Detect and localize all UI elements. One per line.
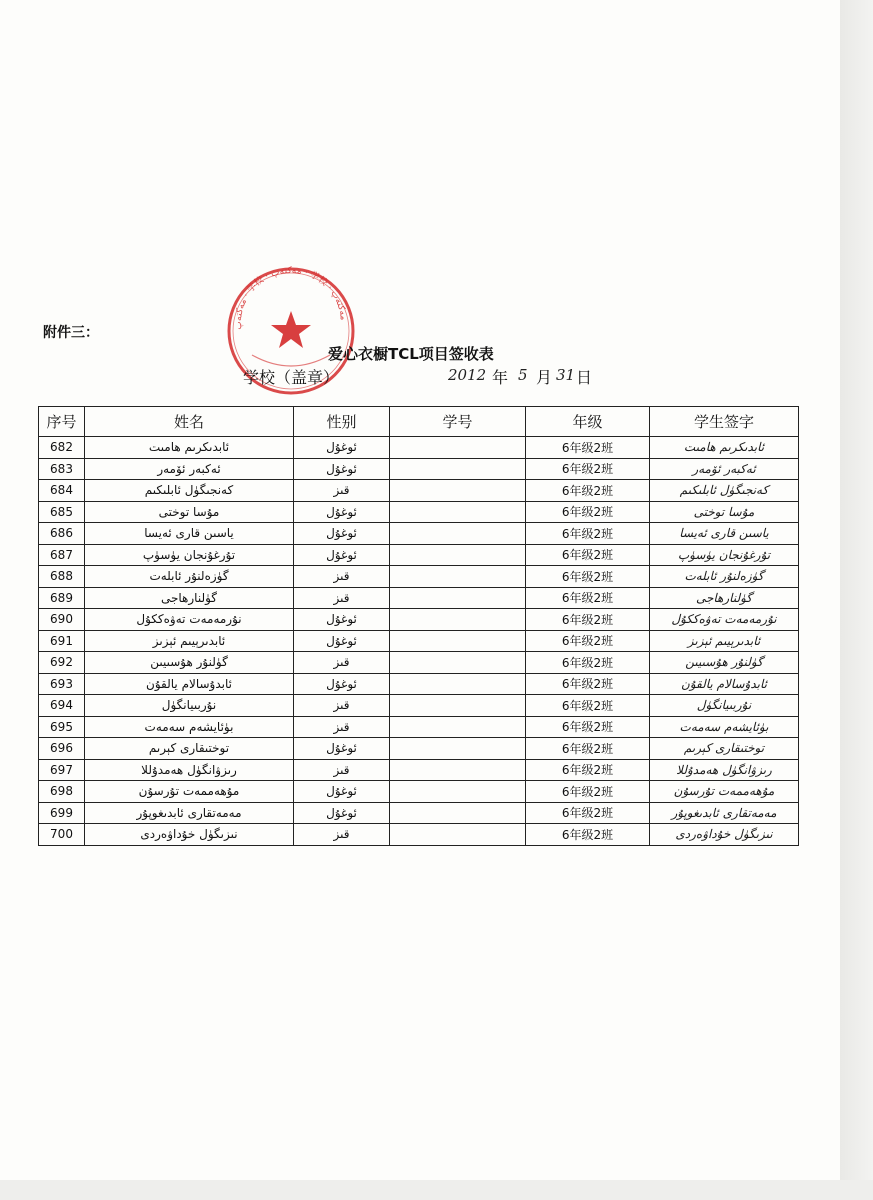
student-grade: 6年级2班: [526, 716, 650, 738]
student-gender: قىز: [294, 652, 390, 674]
student-signature: ئەكبەر ئۆمەر: [650, 458, 799, 480]
row-number: 686: [39, 523, 85, 545]
student-name: مۇھەممەت تۇرسۇن: [85, 781, 294, 803]
student-id: [390, 781, 526, 803]
student-id: [390, 759, 526, 781]
student-signature: گۈلنارھاجى: [650, 587, 799, 609]
year-char: 年: [492, 368, 509, 387]
student-gender: ئوغۇل: [294, 781, 390, 803]
student-gender: قىز: [294, 566, 390, 588]
school-seal-label: 学校（盖章）: [243, 368, 340, 387]
row-number: 683: [39, 458, 85, 480]
table-row: [39, 802, 799, 824]
date-year-handwritten: 2012: [448, 366, 487, 384]
table-row: [39, 738, 799, 760]
student-gender: قىز: [294, 824, 390, 846]
table-row: [39, 566, 799, 588]
table-row: [39, 652, 799, 674]
attachment-label: 附件三：: [43, 325, 99, 341]
student-name: ئەكبەر ئۆمەر: [85, 458, 294, 480]
row-number: 693: [39, 673, 85, 695]
row-number: 699: [39, 802, 85, 824]
row-number: 696: [39, 738, 85, 760]
col-header-gender: 性别: [294, 407, 390, 437]
table-row: [39, 523, 799, 545]
col-header-name: 姓名: [85, 407, 294, 437]
form-title: 爱心衣橱TCL项目签收表: [328, 345, 494, 363]
student-gender: قىز: [294, 759, 390, 781]
row-number: 698: [39, 781, 85, 803]
student-grade: 6年级2班: [526, 501, 650, 523]
student-grade: 6年级2班: [526, 480, 650, 502]
student-grade: 6年级2班: [526, 630, 650, 652]
student-id: [390, 716, 526, 738]
row-number: 692: [39, 652, 85, 674]
student-grade: 6年级2班: [526, 673, 650, 695]
table-row: [39, 673, 799, 695]
student-gender: ئوغۇل: [294, 609, 390, 631]
student-signature: كەنجىگۈل ئابلىكىم: [650, 480, 799, 502]
month-char: 月: [536, 368, 553, 387]
student-gender: قىز: [294, 587, 390, 609]
student-signature: ياسىن قارى ئەيسا: [650, 523, 799, 545]
table-row: [39, 544, 799, 566]
seal-star-icon: [271, 311, 311, 348]
student-id: [390, 458, 526, 480]
student-gender: ئوغۇل: [294, 458, 390, 480]
row-number: 684: [39, 480, 85, 502]
row-number: 682: [39, 437, 85, 459]
col-header-number: 序号: [39, 407, 85, 437]
row-number: 687: [39, 544, 85, 566]
student-gender: ئوغۇل: [294, 523, 390, 545]
student-name: گۈلنۇر ھۇسىيىن: [85, 652, 294, 674]
student-grade: 6年级2班: [526, 738, 650, 760]
student-grade: 6年级2班: [526, 609, 650, 631]
student-name: ئابدىرېيىم ئېزىز: [85, 630, 294, 652]
table-header-row: [39, 407, 799, 437]
student-signature: نۇرمەمەت تەۋەككۇل: [650, 609, 799, 631]
receipt-table: [38, 406, 799, 846]
col-header-student-id: 学号: [390, 407, 526, 437]
day-char: 日: [576, 368, 593, 387]
date-month-handwritten: 5: [518, 366, 528, 384]
student-grade: 6年级2班: [526, 759, 650, 781]
student-gender: ئوغۇل: [294, 630, 390, 652]
student-grade: 6年级2班: [526, 802, 650, 824]
row-number: 690: [39, 609, 85, 631]
student-gender: ئوغۇل: [294, 544, 390, 566]
table-row: [39, 781, 799, 803]
scan-edge: [840, 0, 873, 1200]
student-name: مۇسا توختى: [85, 501, 294, 523]
svg-text:مەكتەپ · 学校 · مەكتەپ · 学校 · مە: مەكتەپ · 学校 · مەكتەپ · 学校 · مەكتەپ: [233, 266, 348, 330]
table-row: [39, 480, 799, 502]
row-number: 688: [39, 566, 85, 588]
student-grade: 6年级2班: [526, 695, 650, 717]
col-header-signature: 学生签字: [650, 407, 799, 437]
table-row: [39, 609, 799, 631]
student-grade: 6年级2班: [526, 587, 650, 609]
student-id: [390, 566, 526, 588]
table-row: [39, 824, 799, 846]
student-gender: قىز: [294, 716, 390, 738]
table-row: [39, 501, 799, 523]
student-id: [390, 824, 526, 846]
student-gender: ئوغۇل: [294, 673, 390, 695]
table-row: [39, 759, 799, 781]
table-row: [39, 695, 799, 717]
student-grade: 6年级2班: [526, 566, 650, 588]
student-name: نۇربىيانگۈل: [85, 695, 294, 717]
student-id: [390, 630, 526, 652]
student-name: مەمەتقارى ئابدىغوپۇر: [85, 802, 294, 824]
student-name: گۈلنارھاجى: [85, 587, 294, 609]
student-grade: 6年级2班: [526, 523, 650, 545]
student-id: [390, 437, 526, 459]
student-id: [390, 544, 526, 566]
student-id: [390, 673, 526, 695]
student-signature: ئابدىرېيىم ئېزىز: [650, 630, 799, 652]
student-name: نۇرمەمەت تەۋەككۇل: [85, 609, 294, 631]
student-name: رىزۋانگۈل ھەمدۇللا: [85, 759, 294, 781]
row-number: 694: [39, 695, 85, 717]
student-signature: ئابدىكرىم ھامىت: [650, 437, 799, 459]
student-name: توختىقارى كېرىم: [85, 738, 294, 760]
student-signature: نۇربىيانگۈل: [650, 695, 799, 717]
scan-bottom-edge: [0, 1180, 873, 1200]
student-name: ئابدۇسالام يالقۇن: [85, 673, 294, 695]
student-name: ئابدىكرىم ھامىت: [85, 437, 294, 459]
row-number: 691: [39, 630, 85, 652]
student-gender: قىز: [294, 695, 390, 717]
table-body: [39, 437, 799, 846]
table-row: [39, 587, 799, 609]
student-name: ياسىن قارى ئەيسا: [85, 523, 294, 545]
student-signature: نىزىگۈل خۇداۋەردى: [650, 824, 799, 846]
student-grade: 6年级2班: [526, 458, 650, 480]
student-signature: مەمەتقارى ئابدىغوپۇر: [650, 802, 799, 824]
student-gender: ئوغۇل: [294, 738, 390, 760]
row-number: 689: [39, 587, 85, 609]
row-number: 685: [39, 501, 85, 523]
date-day-handwritten: 31: [556, 366, 576, 384]
student-id: [390, 501, 526, 523]
student-name: نىزىگۈل خۇداۋەردى: [85, 824, 294, 846]
table-row: [39, 458, 799, 480]
table-row: [39, 437, 799, 459]
student-name: تۇرغۇنجان يۈسۈپ: [85, 544, 294, 566]
student-gender: ئوغۇل: [294, 437, 390, 459]
student-gender: ئوغۇل: [294, 501, 390, 523]
student-grade: 6年级2班: [526, 652, 650, 674]
student-gender: قىز: [294, 480, 390, 502]
table-row: [39, 716, 799, 738]
student-id: [390, 480, 526, 502]
student-signature: مۇھەممەت تۇرسۇن: [650, 781, 799, 803]
student-id: [390, 609, 526, 631]
student-id: [390, 695, 526, 717]
row-number: 695: [39, 716, 85, 738]
student-gender: ئوغۇل: [294, 802, 390, 824]
student-grade: 6年级2班: [526, 544, 650, 566]
col-header-grade: 年级: [526, 407, 650, 437]
student-signature: گۈلنۇر ھۇسىيىن: [650, 652, 799, 674]
row-number: 697: [39, 759, 85, 781]
student-signature: تۇرغۇنجان يۈسۈپ: [650, 544, 799, 566]
student-id: [390, 587, 526, 609]
student-grade: 6年级2班: [526, 824, 650, 846]
row-number: 700: [39, 824, 85, 846]
student-id: [390, 523, 526, 545]
student-id: [390, 802, 526, 824]
student-id: [390, 738, 526, 760]
student-name: كەنجىگۈل ئابلىكىم: [85, 480, 294, 502]
student-signature: گۈزەلنۇر ئابلەت: [650, 566, 799, 588]
student-grade: 6年级2班: [526, 781, 650, 803]
student-signature: مۇسا توختى: [650, 501, 799, 523]
student-grade: 6年级2班: [526, 437, 650, 459]
student-name: گۈزەلنۇر ئابلەت: [85, 566, 294, 588]
student-id: [390, 652, 526, 674]
table-row: [39, 630, 799, 652]
student-signature: بۈئايشەم سەمەت: [650, 716, 799, 738]
student-name: بۈئايشەم سەمەت: [85, 716, 294, 738]
student-signature: ئابدۇسالام يالقۇن: [650, 673, 799, 695]
student-signature: توختىقارى كېرىم: [650, 738, 799, 760]
student-signature: رىزۋانگۈل ھەمدۇللا: [650, 759, 799, 781]
